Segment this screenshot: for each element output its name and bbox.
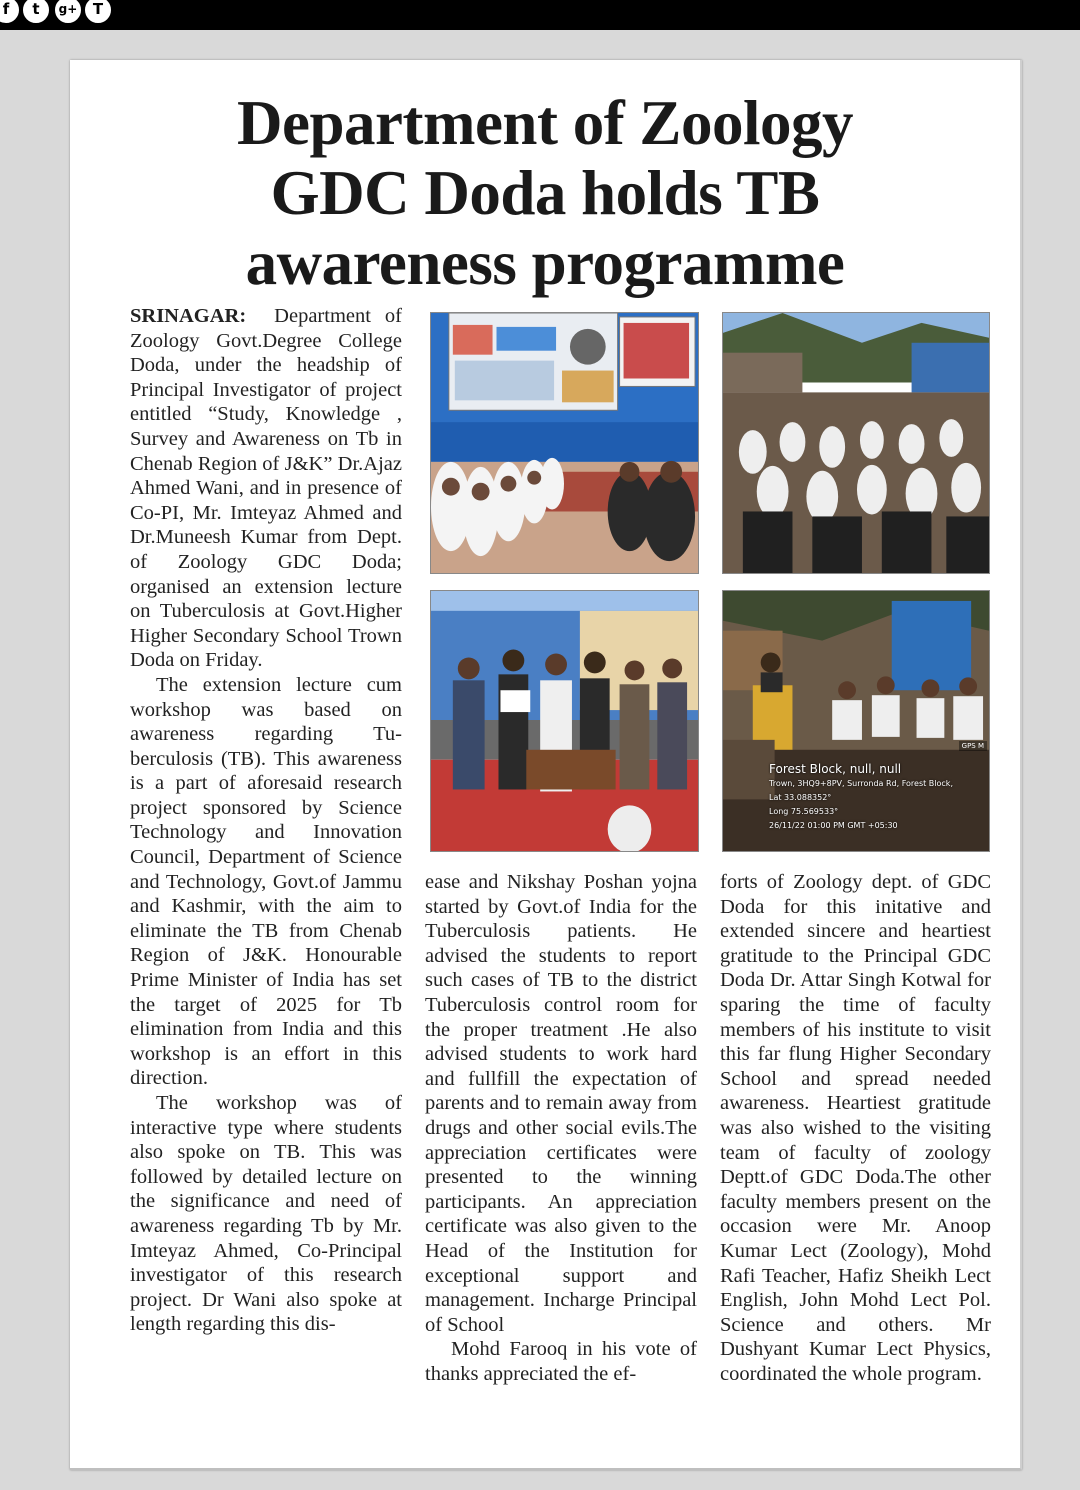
paragraph-2: The extension lecture cum workshop was based on awareness regarding Tuberculosis (TB). This awareness is a part of aforesaid research project sponsored by Science Technology and Innovation Council, Department of Science and Technology, Govt.of Jammu and Kashmir, with the aim to eliminate the TB from Chenab Region of J&K. Honourable Prime Minister of India has set the target of 2025 for Tb elimination from India and this workshop is an effort in this direction. xyxy=(130,673,402,1090)
paragraph-1 xyxy=(130,304,402,673)
photo-speaker-podium xyxy=(722,590,990,852)
headline-line-2: GDC Doda holds TB xyxy=(270,158,820,228)
photo-awareness-banner xyxy=(430,312,699,574)
paragraph-3: The workshop was of interactive type where students also spoke on TB. This was followed by detailed lecture on the significance and need of awareness regarding Tb by Mr. Imteyaz Ahmed, Co-Principal investigator of this research project. Dr Wani also spoke at length regarding this dis- xyxy=(130,1092,402,1336)
gps-map-camera-logo: GPS M xyxy=(959,741,987,751)
twitter-icon[interactable]: t xyxy=(20,0,52,26)
paragraph-5: Mohd Farooq in his vote of thanks appreciated the ef- xyxy=(425,1338,697,1385)
headline-line-1: Department of Zoology xyxy=(237,88,853,158)
article-headline xyxy=(70,88,1020,298)
t-icon[interactable]: T xyxy=(82,0,114,26)
photo-certificate-presentation xyxy=(430,590,699,852)
paragraph-4: ease and Nikshay Poshan yojna started by Govt.of India for the Tuberculosis patients. He advised the students to report such cases of TB to the district Tuberculosis control room for the proper treatment .He also advised students to work hard and fullfill the expectation of parents and to remain away from drugs and other social evils.The appreciation certificates were presented to the winning participants. An appreciation certificate was also given to the Head of the Institution for exceptional support and management. Incharge Principal of School xyxy=(425,871,697,1336)
top-bar xyxy=(0,0,1080,30)
facebook-icon[interactable]: f xyxy=(0,0,22,26)
article-column-1 xyxy=(130,304,402,1337)
headline-line-3: awareness programme xyxy=(245,228,845,298)
gps-timestamp: 26/11/22 01:00 PM GMT +05:30 xyxy=(769,821,898,830)
gps-address: Trown, 3HQ9+8PV, Surronda Rd, Forest Block, xyxy=(769,779,953,788)
gps-longitude: Long 75.569533° xyxy=(769,807,839,816)
paragraph-6: forts of Zoology dept. of GDC Doda for this initative and extended sincere and heartiest gratitude to the Principal GDC Doda Dr. Attar Singh Kotwal for sparing the time of faculty members of his institute to visit this far flung Higher Secondary School and spread needed awareness. Heartiest gratitude was also wished to the visiting team of faculty of zoology Deptt.of GDC Doda.The other faculty members present on the occasion were Mr. Anoop Kumar Lect (Zoology), Mohd Rafi Teacher, Hafiz Sheikh Lect English, John Mohd Lect Pol. Science and others. Mr Dushyant Kumar Lect Physics, coordinated the whole program. xyxy=(720,871,991,1385)
dateline: SRINAGAR: xyxy=(130,305,247,327)
article-column-2 xyxy=(425,870,697,1386)
paragraph-1-text: Department of Zoology Govt.Degree College Doda, under the headship of Principal Investigator of project entitled “Study, Knowledge , Survey and Awareness on Tb in Chenab Region of J&K” Dr.Ajaz Ahmed Wani, and in presence of Co-PI, Mr. Imteyaz Ahmed and Dr.Muneesh Kumar from Dept. of Zoology GDC Doda; organised an extension lecture on Tuberculosis at Govt.Higher Higher Secondary School Trown Doda on Friday. xyxy=(130,305,403,672)
newspaper-clipping xyxy=(70,60,1022,1470)
photo-outdoor-audience xyxy=(722,312,990,574)
google-plus-icon[interactable]: g+ xyxy=(52,0,84,26)
gps-location-title: Forest Block, null, null xyxy=(769,762,902,776)
article-column-3 xyxy=(720,870,991,1386)
gps-latitude: Lat 33.088352° xyxy=(769,793,832,802)
gps-stamp xyxy=(769,761,990,833)
